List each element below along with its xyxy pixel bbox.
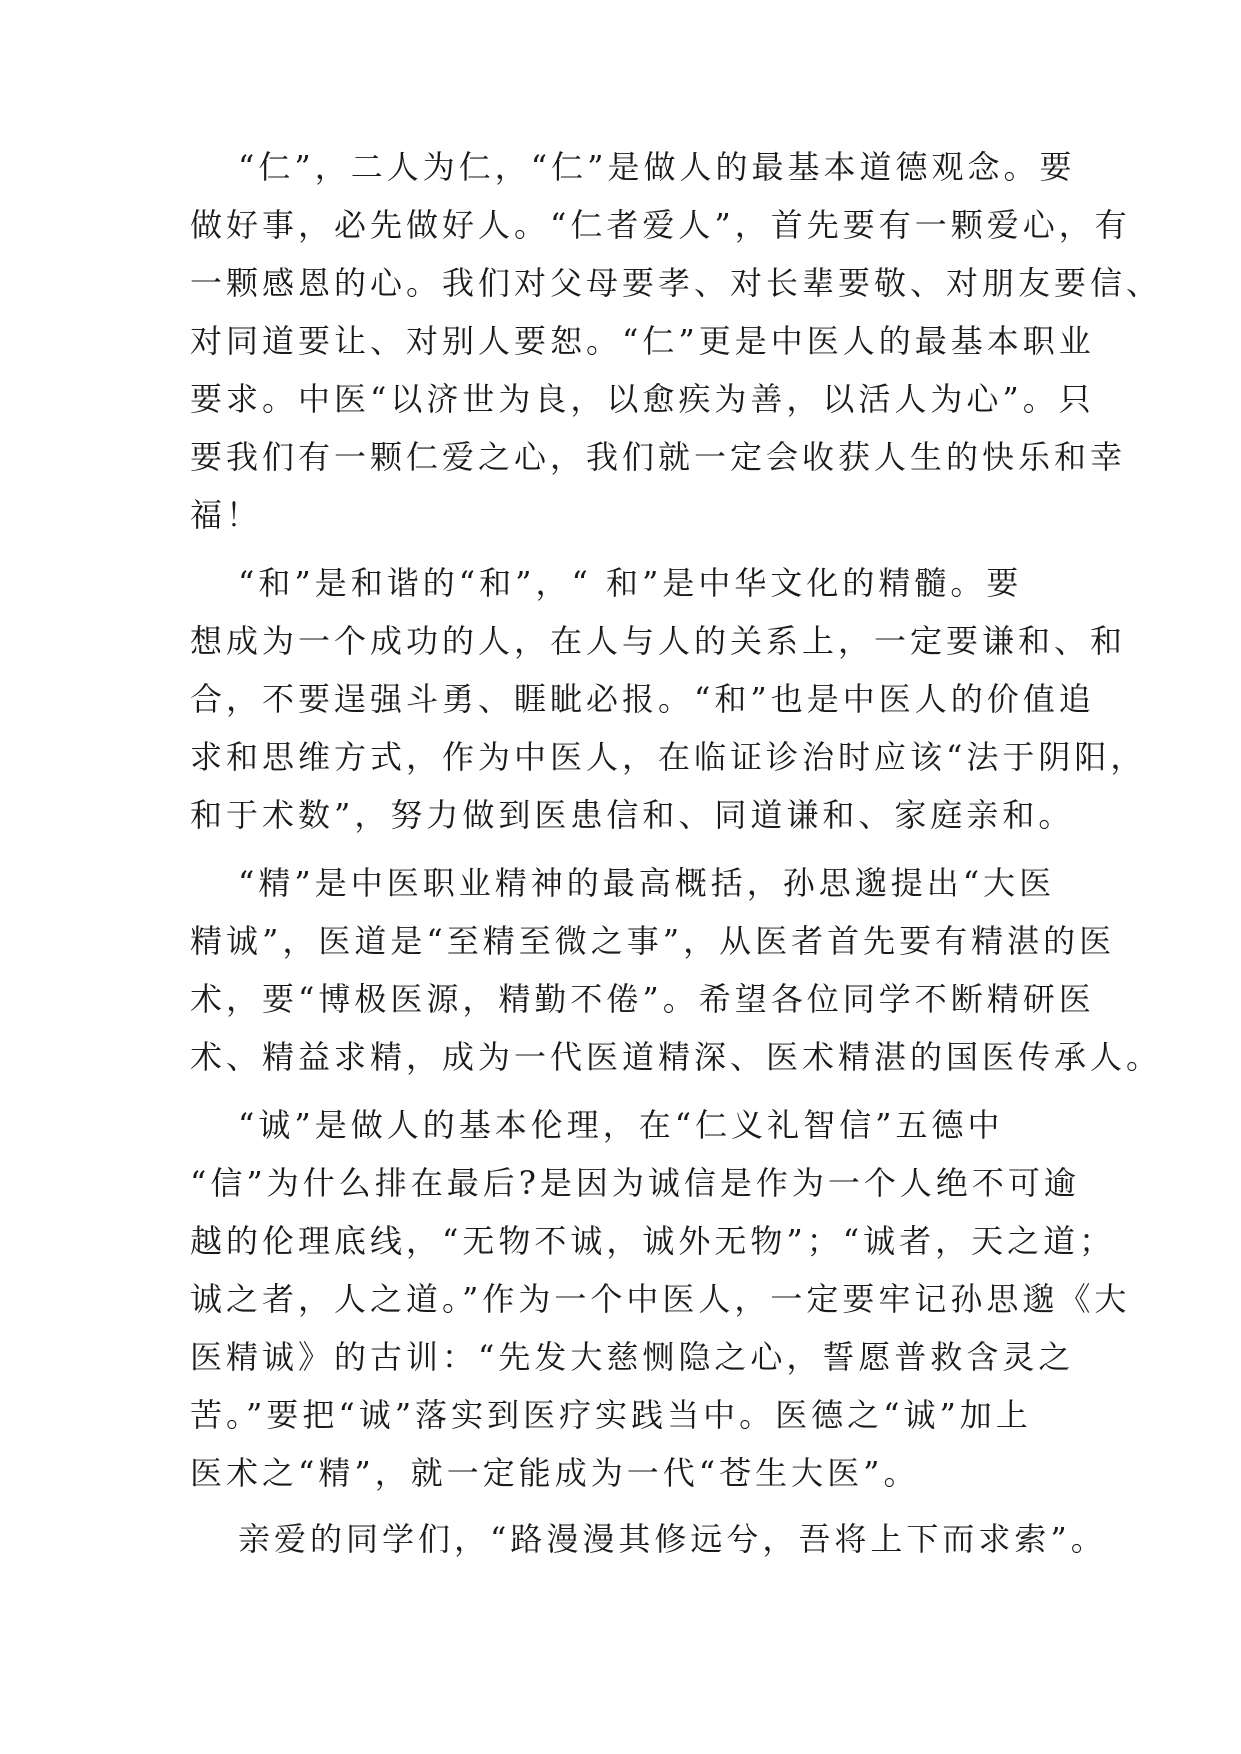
paragraph-cheng-line-5: 医精诚》的古训：“先发大慈恻隐之心，誓愿普救含灵之 <box>190 1338 1075 1376</box>
paragraph-cheng-line-2: “信”为什么排在最后?是因为诚信是作为一个人绝不可逾 <box>190 1164 1080 1202</box>
paragraph-cheng-line-7: 医术之“精”，就一定能成为一代“苍生大医”。 <box>190 1454 920 1492</box>
paragraph-cheng-line-1: “诚”是做人的基本伦理，在“仁义礼智信”五德中 <box>238 1106 1004 1144</box>
paragraph-he-line-4: 求和思维方式，作为中医人，在临证诊治时应该“法于阴阳， <box>190 738 1147 776</box>
paragraph-ren-line-5: 要求。中医“以济世为良，以愈疾为善，以活人为心”。只 <box>190 380 1095 418</box>
paragraph-cheng-line-3: 越的伦理底线，“无物不诚，诚外无物”；“诚者，天之道； <box>190 1222 1116 1260</box>
paragraph-ren-line-1: “仁”，二人为仁，“仁”是做人的最基本道德观念。要 <box>238 148 1076 186</box>
paragraph-ren-line-6: 要我们有一颗仁爱之心，我们就一定会收获人生的快乐和幸 <box>190 438 1127 476</box>
paragraph-ren-line-7: 福！ <box>190 496 263 534</box>
paragraph-he-line-3: 合，不要逞强斗勇、睚眦必报。“和”也是中医人的价值追 <box>190 680 1095 718</box>
paragraph-he-line-2: 想成为一个成功的人，在人与人的关系上，一定要谦和、和 <box>190 622 1127 660</box>
paragraph-closing-line-1: 亲爱的同学们，“路漫漫其修远兮，吾将上下而求索”。 <box>238 1520 1107 1558</box>
paragraph-ren-line-3: 一颗感恩的心。我们对父母要孝、对长辈要敬、对朋友要信、 <box>190 264 1163 302</box>
paragraph-cheng-line-4: 诚之者，人之道。”作为一个中医人，一定要牢记孙思邈《大 <box>190 1280 1131 1318</box>
paragraph-jing-line-3: 术，要“博极医源，精勤不倦”。希望各位同学不断精研医 <box>190 980 1095 1018</box>
paragraph-jing-line-4: 术、精益求精，成为一代医道精深、医术精湛的国医传承人。 <box>190 1038 1163 1076</box>
paragraph-he-line-1: “和”是和谐的“和”，“ 和”是中华文化的精髓。要 <box>238 564 1023 602</box>
paragraph-jing-line-1: “精”是中医职业精神的最高概括，孙思邈提出“大医 <box>238 864 1056 902</box>
paragraph-jing-line-2: 精诚”，医道是“至精至微之事”，从医者首先要有精湛的医 <box>190 922 1116 960</box>
paragraph-he-line-5: 和于术数”，努力做到医患信和、同道谦和、家庭亲和。 <box>190 796 1075 834</box>
paragraph-ren-line-2: 做好事，必先做好人。“仁者爱人”，首先要有一颗爱心，有 <box>190 206 1131 244</box>
paragraph-cheng-line-6: 苦。”要把“诚”落实到医疗实践当中。医德之“诚”加上 <box>190 1396 1032 1434</box>
paragraph-ren-line-4: 对同道要让、对别人要恕。“仁”更是中医人的最基本职业 <box>190 322 1095 360</box>
